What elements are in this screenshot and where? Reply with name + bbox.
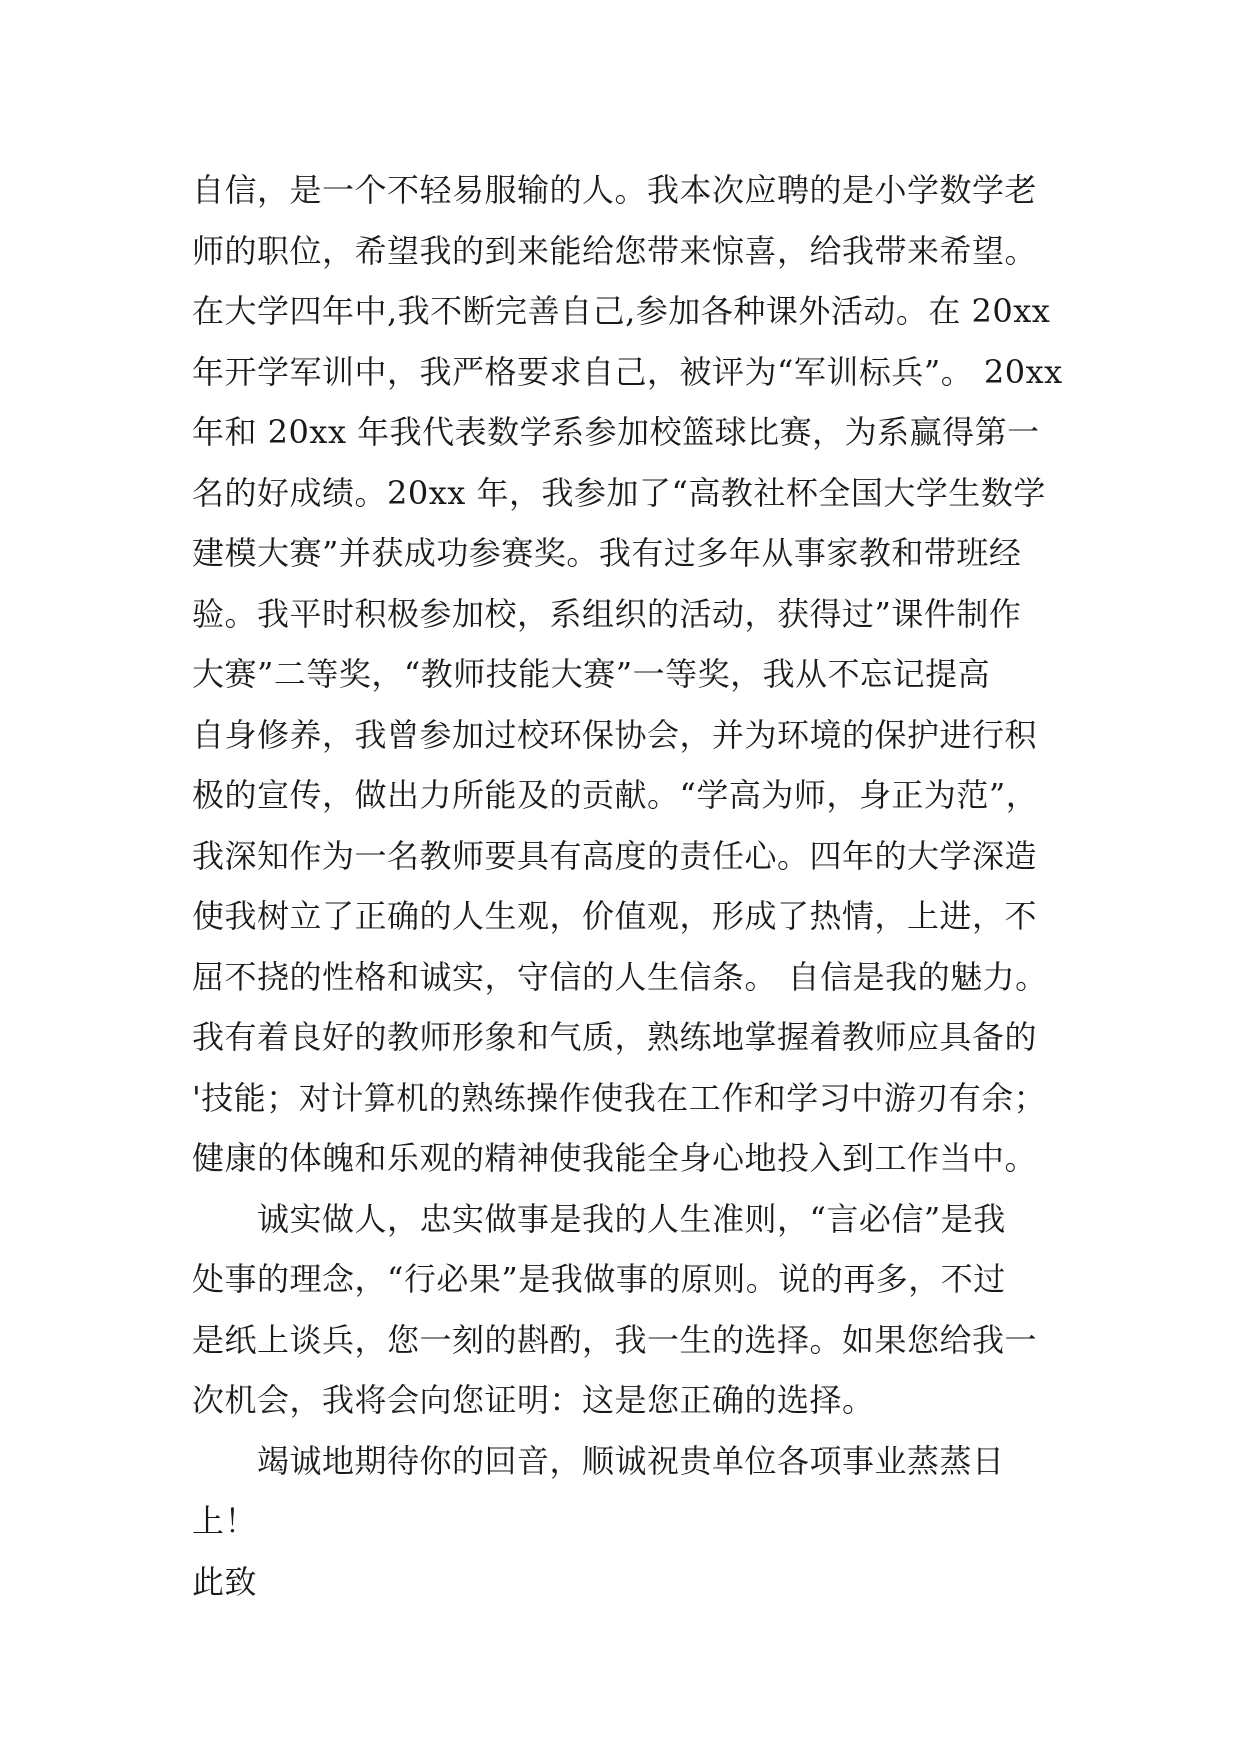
text-line-9: 大赛”二等奖，“教师技能大赛”一等奖，我从不忘记提高 [192, 655, 991, 693]
letter-body [192, 160, 1072, 1612]
text-line-10: 自身修养，我曾参加过校环保协会，并为环境的保护进行积 [192, 715, 1038, 754]
text-line-3: 在大学四年中,我不断完善自己,参加各种课外活动。在 20xx [192, 292, 1051, 330]
text-line-16: '技能；对计算机的熟练操作使我在工作和学习中游刃有余； [192, 1078, 1047, 1117]
text-line-20: 是纸上谈兵，您一刻的斟酌，我一生的选择。如果您给我一 [192, 1320, 1038, 1359]
text-line-6: 名的好成绩。20xx 年，我参加了“高教社杯全国大学生数学 [192, 473, 1046, 512]
text-line-2: 师的职位，希望我的到来能给您带来惊喜，给我带来希望。 [192, 231, 1038, 270]
text-line-1: 自信，是一个不轻易服输的人。我本次应聘的是小学数学老 [192, 171, 1038, 209]
text-line-11: 极的宣传，做出力所能及的贡献。“学高为师，身正为范”， [192, 776, 1039, 814]
text-line-24: 此致 [192, 1562, 258, 1601]
text-line-12: 我深知作为一名教师要具有高度的责任心。四年的大学深造 [192, 836, 1038, 875]
text-line-22: 竭诚地期待你的回音，顺诚祝贵单位各项事业蒸蒸日 [192, 1441, 1005, 1480]
text-line-15: 我有着良好的教师形象和气质，熟练地掌握着教师应具备的 [192, 1018, 1038, 1056]
text-line-14: 屈不挠的性格和诚实，守信的人生信条。 自信是我的魅力。 [192, 957, 1048, 996]
text-line-5: 年和 20xx 年我代表数学系参加校篮球比赛，为系赢得第一 [192, 413, 1040, 451]
text-line-8: 验。我平时积极参加校，系组织的活动，获得过”课件制作 [192, 594, 1022, 633]
text-line-7: 建模大赛”并获成功参赛奖。我有过多年从事家教和带班经 [192, 534, 1022, 572]
text-line-17: 健康的体魄和乐观的精神使我能全身心地投入到工作当中。 [192, 1139, 1038, 1177]
text-line-23: 上！ [192, 1502, 258, 1540]
text-line-19: 处事的理念，“行必果”是我做事的原则。说的再多，不过 [192, 1260, 1006, 1298]
text-line-18: 诚实做人，忠实做事是我的人生准则，“言必信”是我 [192, 1199, 1006, 1238]
text-line-4: 年开学军训中，我严格要求自己，被评为“军训标兵”。 20xx [192, 352, 1063, 391]
text-line-21: 次机会，我将会向您证明：这是您正确的选择。 [192, 1381, 875, 1419]
text-line-13: 使我树立了正确的人生观，价值观，形成了热情，上进，不 [192, 897, 1038, 935]
